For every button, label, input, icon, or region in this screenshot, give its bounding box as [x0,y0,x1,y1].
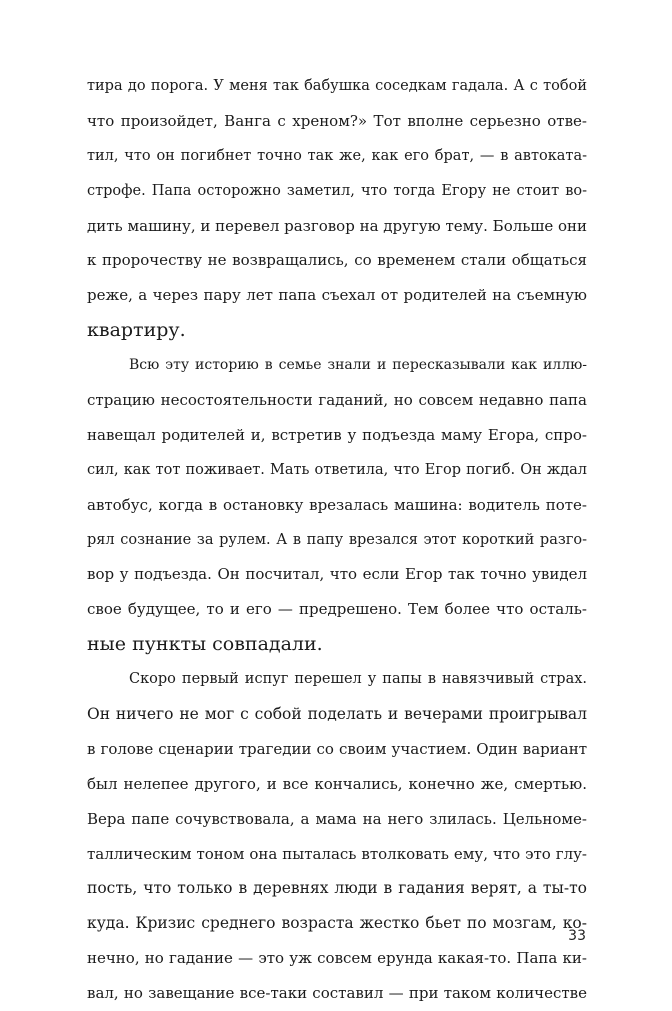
text-line: что произойдет, Ванга с хреном?» Тот вполне серьезно отве- [87,111,587,130]
text-line: был нелепее другого, и все кончались, конечно же, смертью. [87,774,587,793]
text-line: к пророчеству не возвращались, со временем стали общаться [87,251,587,270]
text-line: тил, что он погибнет точно так же, как его брат, — в автоката- [87,147,587,164]
text-line: строфе. Папа осторожно заметил, что тогда Егору не стоит во- [87,182,587,199]
page-number: 33 [568,928,586,944]
text-line: куда. Кризис среднего возраста жестко бьет по мозгам, ко- [87,914,587,933]
text-line: дить машину, и перевел разговор на другую тему. Больше они [87,216,587,235]
text-line: свое будущее, то и его — предрешено. Тем более что осталь- [87,600,587,619]
text-line: ные пункты совпадали. [87,633,323,656]
text-line: вор у подъезда. Он посчитал, что если Егор так точно увидел [87,565,587,584]
text-line: Скоро первый испуг перешел у папы в навязчивый страх. [129,671,587,688]
text-line: нечно, но гадание — это уж совсем ерунда какая-то. Папа ки- [87,949,587,968]
text-line: вал, но завещание все-таки составил — при таком количестве [87,984,587,1003]
text-line: пость, что только в деревнях люди в гадания верят, а ты-то [87,879,587,898]
text-line: автобус, когда в остановку врезалась машина: водитель поте- [87,495,587,514]
text-line: Он ничего не мог с собой поделать и вечерами проигрывал [87,705,587,724]
body-text [87,69,587,1011]
text-line: страцию несостоятельности гаданий, но совсем недавно папа [87,391,587,410]
text-line: Вера папе сочувствовала, а мама на него злилась. Цельноме- [87,809,587,828]
text-line: реже, а через пару лет папа съехал от родителей на съемную [87,286,587,305]
text-line: тира до порога. У меня так бабушка соседкам гадала. А с тобой [87,78,587,94]
text-line: квартиру. [87,319,186,342]
text-line: Всю эту историю в семье знали и пересказывали как иллю- [129,357,587,374]
text-line: рял сознание за рулем. А в папу врезался этот короткий разго- [87,531,587,548]
text-line: навещал родителей и, встретив у подъезда маму Егора, спро- [87,425,587,444]
text-line: сил, как тот поживает. Мать ответила, что Егор погиб. Он ждал [87,461,587,478]
text-line: таллическим тоном она пыталась втолковать ему, что это глу- [87,844,587,863]
text-line: в голове сценарии трагедии со своим участием. Один вариант [87,739,587,758]
